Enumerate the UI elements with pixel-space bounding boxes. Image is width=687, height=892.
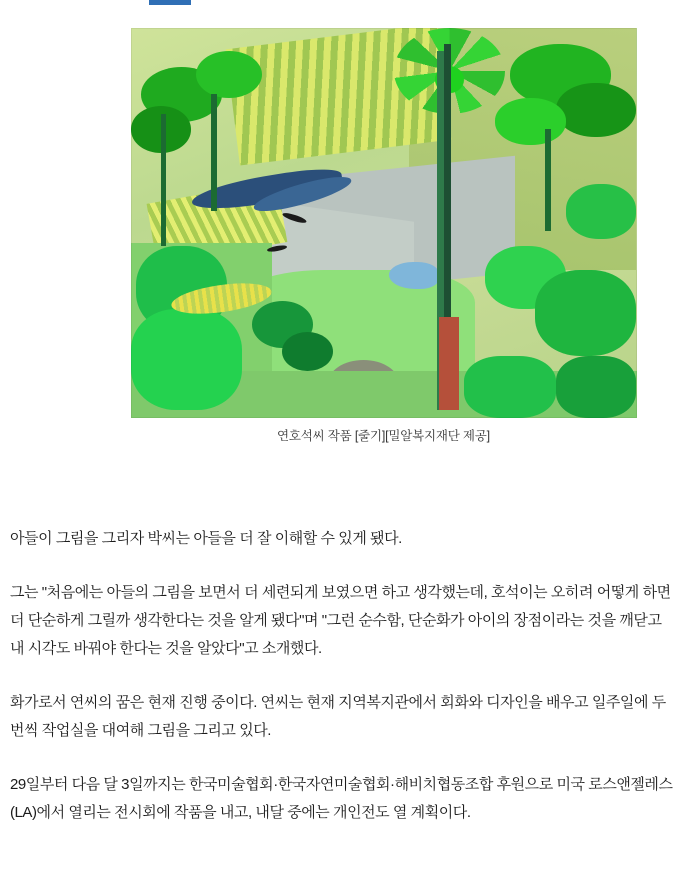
article-paragraph: 화가로서 연씨의 꿈은 현재 진행 중이다. 연씨는 현재 지역복지관에서 회화와 디자인을 배우고 일주일에 두 번씩 작업실을 대여해 그림을 그리고 있다. xyxy=(10,694,666,739)
image-frame xyxy=(131,28,637,418)
article-paragraph: 아들이 그림을 그리자 박씨는 아들을 더 잘 이해할 수 있게 됐다. xyxy=(10,530,402,547)
painting-image xyxy=(131,28,637,418)
article-figure xyxy=(40,28,687,444)
article-body xyxy=(10,525,674,827)
article-paragraph: 29일부터 다음 달 3일까지는 한국미술협회·한국자연미술협회·해비치협동조합 후원으로 미국 로스앤젤레스(LA)에서 열리는 전시회에 작품을 내고, 내달 중에는 개인전도 열 계획이다. xyxy=(10,776,673,821)
article-paragraph: 그는 "처음에는 아들의 그림을 보면서 더 세련되게 보였으면 하고 생각했는데, 호석이는 오히려 어떻게 하면 더 단순하게 그릴까 생각한다는 것을 알게 됐다"며 "그런 순수함, 단순화가 아이의 장점이라는 것을 깨닫고 내 시각도 바꿔야 한다는 것을 알았다"고 소개했다. xyxy=(10,584,671,657)
figure-caption: 연호석씨 작품 [줄기][밀알복지재단 제공] xyxy=(277,429,490,443)
top-bar-stub xyxy=(149,0,191,5)
